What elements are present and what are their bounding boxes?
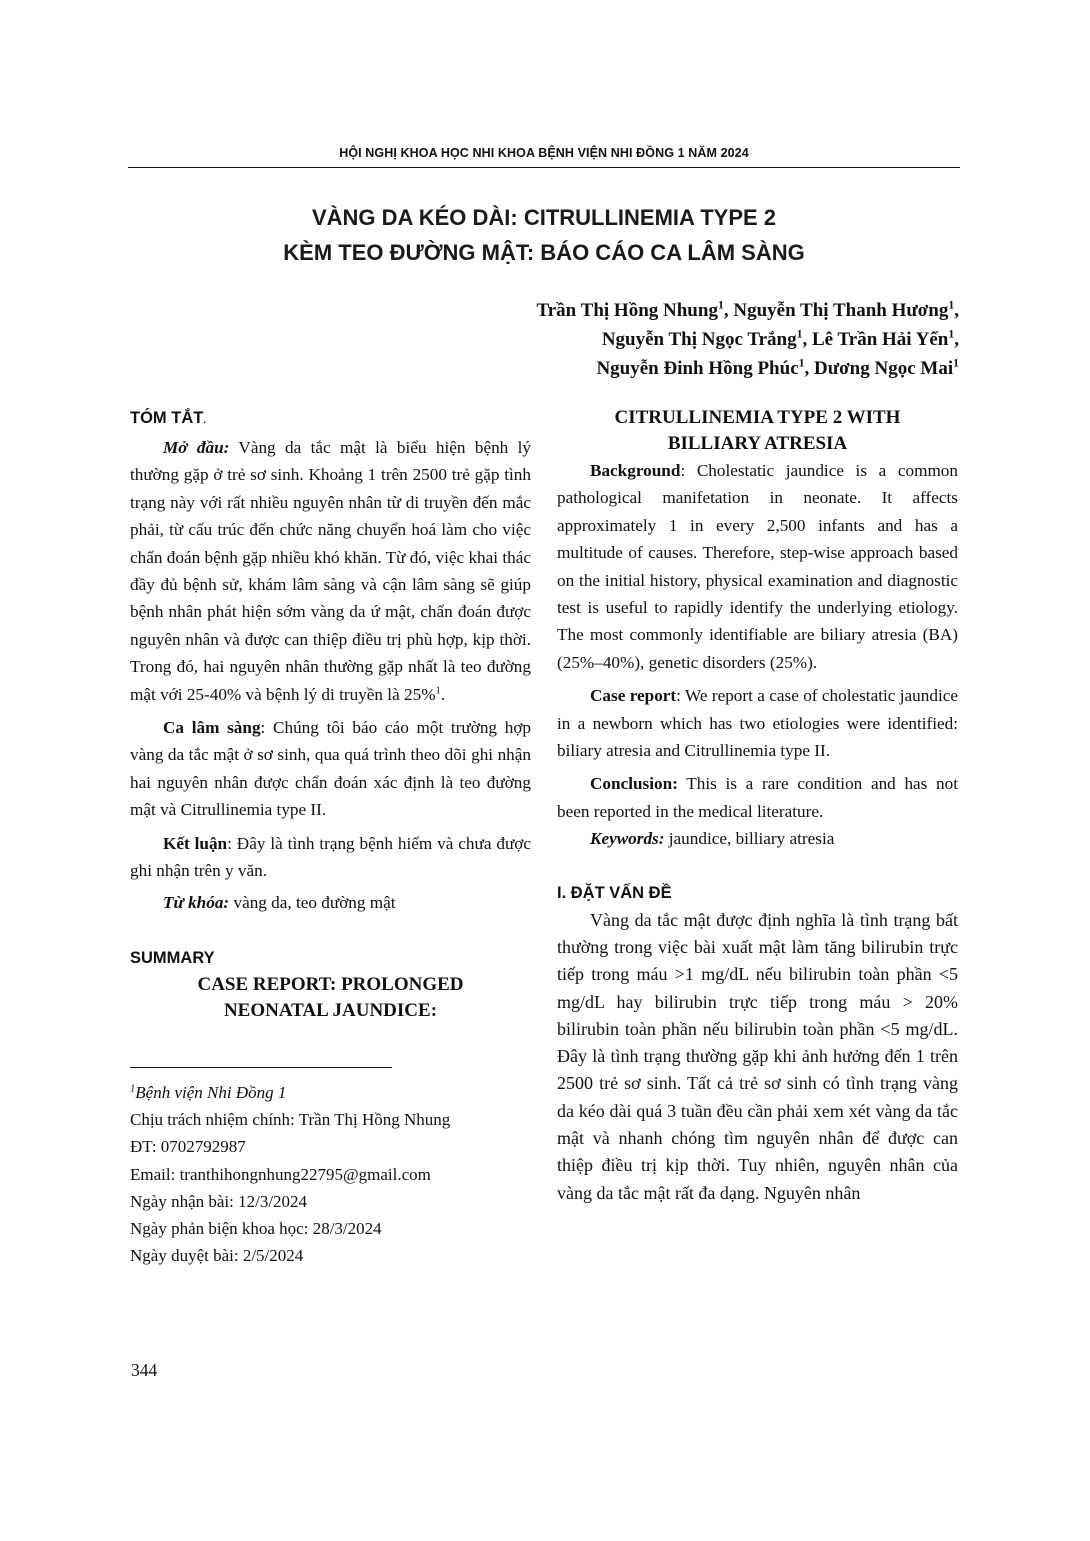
author-name: Dương Ngọc Mai bbox=[814, 358, 954, 379]
background-text: : Cholestatic jaundice is a common pathological manifetation in neonate. It affects approximately 1 in every 2,500 infants and has a multitude of causes. Therefore, step-wise approach based on the initial history, physical examination and diagnostic test is useful to rapidly identify the underlying etiology. The most commonly identifiable are biliary atresia (BA) (25%–40%), genetic disorders (25%). bbox=[557, 461, 958, 672]
conclusion-label: Conclusion: bbox=[590, 774, 678, 794]
heading-suffix: . bbox=[203, 415, 206, 425]
footnote-affiliation bbox=[130, 1079, 531, 1106]
summary-keywords bbox=[557, 825, 958, 852]
author-separator: , bbox=[954, 300, 959, 321]
footnote-phone: ĐT: 0702792987 bbox=[130, 1137, 246, 1157]
summary-case bbox=[557, 682, 958, 764]
author-separator: , bbox=[954, 329, 959, 350]
left-column bbox=[130, 405, 531, 1269]
footnote-responsible: Chịu trách nhiệm chính: Trần Thị Hồng Nhung bbox=[130, 1110, 451, 1130]
author-name: Lê Trần Hải Yến bbox=[812, 329, 949, 350]
affiliation-marker: 1 bbox=[130, 1083, 136, 1095]
footnotes bbox=[130, 1079, 531, 1269]
intro-label: Mở đầu: bbox=[163, 438, 230, 457]
abstract-vi-heading bbox=[130, 405, 531, 434]
header-rule bbox=[128, 167, 960, 168]
summary-heading: SUMMARY bbox=[130, 948, 215, 967]
right-column bbox=[557, 405, 958, 1207]
page-number: 344 bbox=[131, 1360, 158, 1380]
footnote-accepted: Ngày duyệt bài: 2/5/2024 bbox=[130, 1246, 304, 1266]
affiliation-marker: 1 bbox=[796, 327, 803, 341]
summary-title-part-1 bbox=[130, 972, 531, 1024]
intro-text: Vàng da tắc mật là biểu hiện bệnh lý thường gặp ở trẻ sơ sinh. Khoảng 1 trên 2500 trẻ gặp tình trạng này với rất nhiều nguyên nhân từ di truyền đến mắc phải, từ cấu trúc đến chức năng chuyển hoá làm cho việc chẩn đoán bệnh gặp nhiều khó khăn. Từ đó, việc khai thác đầy đủ bệnh sử, khám lâm sàng và cận lâm sàng sẽ giúp bệnh nhân phát hiện sớm vàng da ứ mật, chẩn đoán được nguyên nhân và được can thiệp điều trị phù hợp, kịp thời. Trong đó, hai nguyên nhân thường gặp nhất là teo đường mật với 25-40% và bệnh lý di truyền là 25% bbox=[130, 438, 532, 704]
footnote-reviewed: Ngày phản biện khoa học: 28/3/2024 bbox=[130, 1218, 382, 1238]
author-line-3 bbox=[536, 354, 959, 383]
summary-title-line: BILLIARY ATRESIA bbox=[667, 433, 848, 454]
author-name: Trần Thị Hồng Nhung bbox=[536, 300, 718, 321]
author-separator: , bbox=[804, 358, 815, 379]
keywords-label: Từ khóa: bbox=[163, 892, 230, 912]
summary-conclusion bbox=[557, 770, 958, 825]
keywords-label: Keywords: bbox=[590, 829, 665, 849]
affiliation-marker: 1 bbox=[798, 356, 805, 370]
section-1-heading: I. ĐẶT VẤN ĐỀ bbox=[557, 883, 672, 902]
affiliation-marker: 1 bbox=[948, 298, 955, 312]
section-1-paragraph: Vàng da tắc mật được định nghĩa là tình trạng bất thường trong việc bài xuất mật làm tăng bilirubin trực tiếp trong máu >1 mg/dL nếu bilirubin toàn phần <5 mg/dL hay bilirubin trực tiếp trong máu > 20% bilirubin toàn phần nếu bilirubin toàn phần <5 mg/dL. Đây là tình trạng thường gặp khi ảnh hưởng đến 1 trên 2500 trẻ sơ sinh. Tất cả trẻ sơ sinh có tình trạng vàng da kéo dài quá 3 tuần đều cần phải xem xét vàng da tắc mật và nhanh chóng tìm nguyên nhân để được can thiệp điều trị kịp thời. Tuy nhiên, nguyên nhân của vàng da tắc mật rất đa dạng. Nguyên nhân bbox=[557, 909, 958, 1203]
footnote-rule bbox=[130, 1067, 392, 1068]
case-text: : Chúng tôi báo cáo một trường hợp vàng da tắc mật ở sơ sinh, qua quá trình theo dõi ghi nhận hai nguyên nhân được chẩn đoán xác định là teo đường mật và Citrullinemia type II. bbox=[130, 718, 531, 820]
title-line-2: KÈM TEO ĐƯỜNG MẬT: BÁO CÁO CA LÂM SÀNG bbox=[283, 240, 805, 265]
conclusion-label: Kết luận bbox=[163, 833, 228, 853]
affiliation-marker: 1 bbox=[953, 356, 959, 370]
intro-end: . bbox=[440, 684, 446, 704]
affiliation-text: Bệnh viện Nhi Đồng 1 bbox=[135, 1082, 287, 1102]
title-line-1: VÀNG DA KÉO DÀI: CITRULLINEMIA TYPE 2 bbox=[311, 205, 777, 230]
footnote-email: Email: tranthihongnhung22795@gmail.com bbox=[130, 1164, 431, 1184]
summary-title-line: NEONATAL JAUNDICE: bbox=[223, 999, 438, 1021]
abstract-intro bbox=[130, 434, 531, 708]
case-label: Case report bbox=[590, 686, 677, 706]
running-header: HỘI NGHỊ KHOA HỌC NHI KHOA BỆNH VIỆN NHI ĐỒNG 1 NĂM 2024 bbox=[339, 146, 749, 160]
keywords-text: jaundice, billiary atresia bbox=[664, 829, 835, 849]
conclusion-text: : Đây là tình trạng bệnh hiếm và chưa được ghi nhận trên y văn. bbox=[130, 833, 531, 881]
abstract-conclusion bbox=[130, 830, 531, 885]
affiliation-marker: 1 bbox=[948, 327, 955, 341]
summary-title-part-2 bbox=[557, 405, 958, 457]
author-line-1 bbox=[536, 296, 959, 325]
abstract-keywords bbox=[130, 889, 531, 916]
author-name: Nguyễn Đinh Hồng Phúc bbox=[596, 358, 799, 379]
case-label: Ca lâm sàng bbox=[163, 718, 261, 738]
conclusion-text: This is a rare condition and has not been reported in the medical literature. bbox=[557, 774, 958, 821]
summary-background bbox=[557, 457, 958, 676]
author-name: Nguyễn Thị Ngọc Trắng bbox=[601, 329, 797, 350]
author-separator: , bbox=[802, 329, 812, 350]
author-name: Nguyễn Thị Thanh Hương bbox=[733, 300, 949, 321]
keywords-text: vàng da, teo đường mật bbox=[229, 892, 396, 912]
article-title bbox=[128, 200, 960, 270]
citation-marker: 1 bbox=[435, 684, 441, 696]
author-list bbox=[536, 296, 959, 383]
affiliation-marker: 1 bbox=[717, 298, 724, 312]
summary-title-line: CITRULLINEMIA TYPE 2 WITH bbox=[614, 407, 901, 428]
author-line-2 bbox=[536, 325, 959, 354]
author-separator: , bbox=[723, 300, 734, 321]
footnote-received: Ngày nhận bài: 12/3/2024 bbox=[130, 1191, 308, 1211]
summary-title-line: CASE REPORT: PROLONGED bbox=[197, 973, 464, 995]
abstract-case bbox=[130, 714, 531, 824]
background-label: Background bbox=[590, 461, 681, 480]
heading-text: TÓM TẮT bbox=[130, 409, 204, 427]
case-text: : We report a case of cholestatic jaundice in a newborn which has two etiologies were identified: biliary atresia and Citrullinemia type II. bbox=[557, 686, 958, 761]
